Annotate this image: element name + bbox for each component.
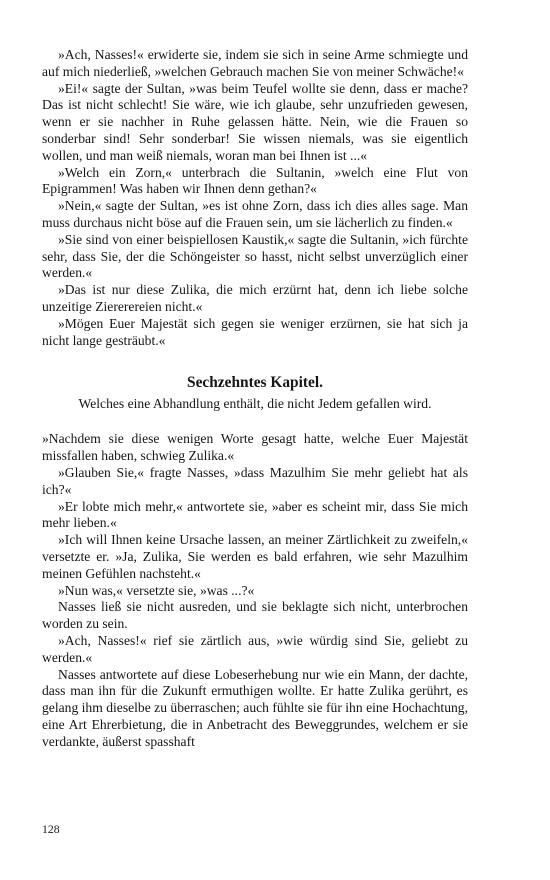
- paragraph: »Ach, Nasses!« rief sie zärtlich aus, »wie würdig sind Sie, geliebt zu werden.«: [42, 632, 468, 665]
- paragraph: »Nein,« sagte der Sultan, »es ist ohne Zorn, dass ich dies alles sage. Man muss durchaus nicht böse auf die Frauen sein, um sie lächerlich zu finden.«: [42, 198, 468, 230]
- paragraph: »Das ist nur diese Zulika, die mich erzürnt hat, denn ich liebe solche unzeitige Ziererereien nicht.«: [42, 282, 468, 314]
- page-body: [42, 47, 468, 750]
- paragraph: »Mögen Euer Majestät sich gegen sie weniger erzürnen, sie hat sich ja nicht lange gesträubt.«: [42, 315, 468, 348]
- section-before-chapter: [42, 47, 468, 349]
- paragraph: »Sie sind von einer beispiellosen Kaustik,« sagte die Sultanin, »ich fürchte sehr, dass Sie, der die Schöngeister so hasst, nicht selbst unverzüglich einer werden.«: [42, 231, 468, 281]
- paragraph: »Glauben Sie,« fragte Nasses, »dass Mazulhim Sie mehr geliebt hat als ich?«: [42, 464, 468, 497]
- chapter-subtitle: Welches eine Abhandlung enthält, die nicht Jedem gefallen wird.: [78, 396, 432, 412]
- paragraph: Nasses antwortete auf diese Lobeserhebung nur wie ein Mann, der dachte, dass man ihn für die Zukunft ermuthigen wollte. Er hatte Zulika gerührt, es gelang ihm dieselbe zu überraschen; auch fühlte sie für ihn eine Hochachtung, eine Art Ehrerbietung, die in Anbetracht des Beweggrundes, welchem er sie verdankte, äußerst spasshaft: [42, 666, 468, 749]
- paragraph: »Welch ein Zorn,« unterbrach die Sultanin, »welch eine Flut von Epigrammen! Was haben wir Ihnen denn gethan?«: [42, 164, 468, 197]
- section-chapter-text: [42, 431, 468, 750]
- paragraph: »Ich will Ihnen keine Ursache lassen, an meiner Zärtlichkeit zu zweifeln,« versetzte er. »Ja, Zulika, Sie werden es bald erfahren, wie sehr Mazulhim meinen Gefühlen nachsteht.«: [42, 532, 468, 581]
- paragraph: »Nachdem sie diese wenigen Worte gesagt hatte, welche Euer Majestät missfallen haben, schwieg Zulika.«: [42, 431, 468, 464]
- paragraph: »Nun was,« versetzte sie, »was ...?«: [58, 582, 255, 598]
- chapter-title: Sechzehntes Kapitel.: [187, 374, 323, 392]
- paragraph: Nasses ließ sie nicht ausreden, und sie beklagte sich nicht, unterbrochen worden zu sein.: [42, 599, 468, 632]
- paragraph: »Er lobte mich mehr,« antwortete sie, »aber es scheint mir, dass Sie mich mehr lieben.«: [42, 498, 468, 531]
- paragraph: »Ei!« sagte der Sultan, »was beim Teufel wollte sie denn, dass er mache? Das ist nicht schlecht! Sie wäre, wie ich glaube, sehr unzufrieden gewesen, wenn er sie nachher in Ruhe gelassen hätte. Nein, wie die Frauen so sonderbar sind! Sehr sonderbar! Sie wissen niemals, was sie eigentlich wollen, und man weiß niemals, woran man bei Ihnen ist ...«: [42, 80, 468, 163]
- paragraph: »Ach, Nasses!« erwiderte sie, indem sie sich in seine Arme schmiegte und auf mich niederließ, »welchen Gebrauch machen Sie von meiner Schwäche!«: [42, 47, 468, 79]
- page-number: 128: [42, 822, 60, 836]
